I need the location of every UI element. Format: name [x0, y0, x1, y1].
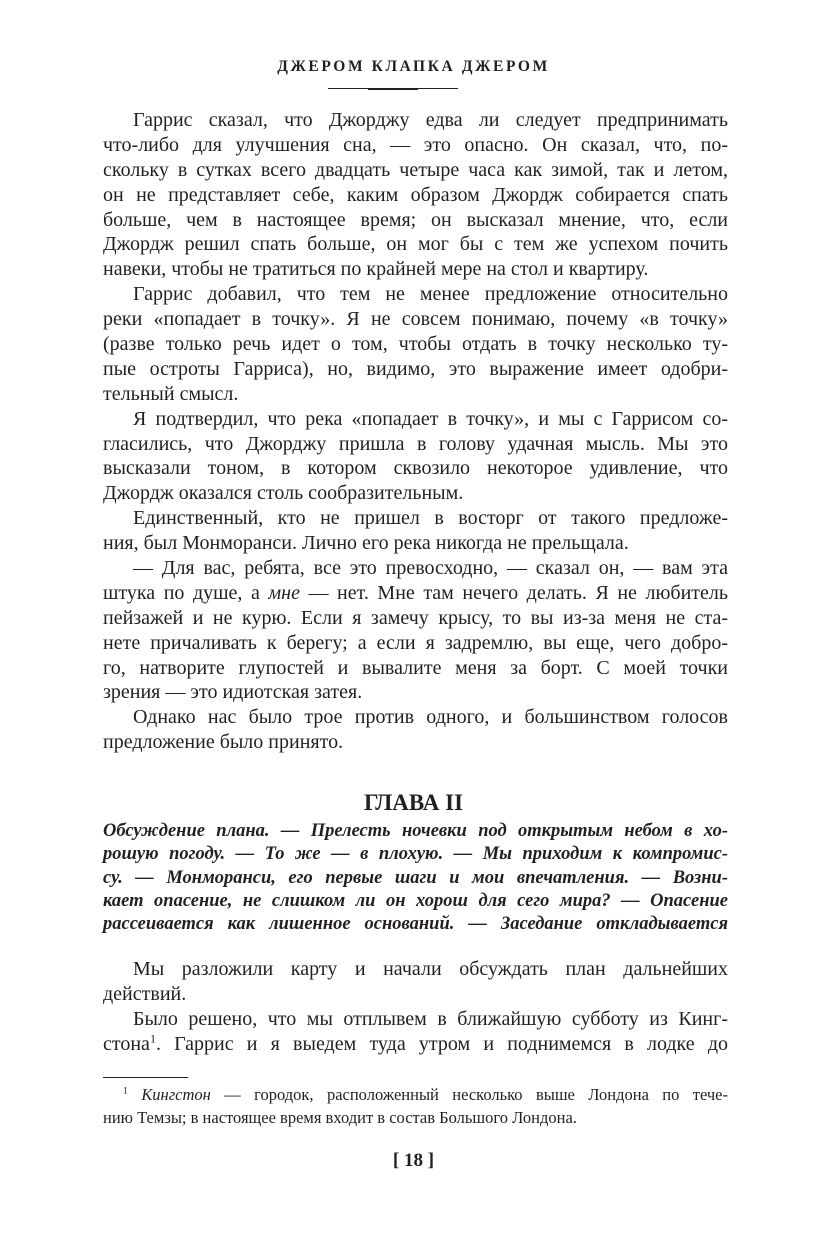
text-line: Однако нас было трое против одного, и большинством голосов — [133, 706, 728, 729]
text-line: Я подтвердил, что река «попадает в точку», и мы с Гаррисом со- — [133, 407, 728, 430]
text-line: навеки, чтобы не тратиться по крайней мере на стол и квартиру. — [103, 258, 649, 281]
text-line: Джордж оказался столь сообразительным. — [103, 482, 464, 505]
footnote-rule — [103, 1077, 188, 1078]
footnote-marker: 1 — [123, 1085, 128, 1097]
text-line — [103, 1083, 728, 1106]
text-line: Гаррис добавил, что тем не менее предложение относительно — [133, 283, 728, 306]
text-line: пейзажей и не курю. Если я замечу крысу, то вы из-за меня не ста- — [103, 606, 728, 629]
body-text-top — [103, 108, 728, 755]
chapter-synopsis — [103, 820, 728, 936]
running-header: ДЖЕРОМ КЛАПКА ДЖЕРОМ — [277, 58, 550, 75]
text-segment: — городок, расположенный несколько выше Лондона по тече- — [210, 1085, 729, 1104]
text-line: реки «попадает в точку». Я не совсем понимаю, почему «в точку» — [103, 308, 728, 331]
italic-text: Кингстон — [141, 1085, 211, 1104]
text-line — [103, 1032, 728, 1057]
text-line: гласились, что Джорджу пришла в голову удачная мысль. Мы это — [103, 432, 728, 455]
text-line: Обсуждение плана. — Прелесть ночевки под открытым небом в хо- — [103, 821, 728, 841]
text-line: больше, чем в настоящее время; он высказал мнение, что, если — [103, 208, 728, 231]
text-segment: — нет. Мне там нечего делать. Я не любитель — [299, 581, 728, 604]
text-line: су. — Монморанси, его первые шаги и мои впечатления. — Возни- — [103, 867, 728, 888]
body-text-bottom — [103, 957, 728, 1057]
text-line: тельный смысл. — [103, 382, 239, 405]
text-segment: стона — [103, 1032, 150, 1055]
text-line: нете причаливать к берегу; а если я задремлю, вы еще, чего добро- — [103, 631, 728, 654]
footnote — [103, 1083, 728, 1129]
text-line: высказали тоном, в котором сквозило некоторое удивление, что — [103, 457, 728, 480]
page-number: [ 18 ] — [392, 1150, 435, 1171]
text-segment: . Гаррис и я выедем туда утром и поднимемся в лодке до — [155, 1032, 728, 1055]
text-line: скольку в сутках всего двадцать четыре часа как зимой, так и летом, — [103, 158, 728, 181]
text-line: — Для вас, ребята, все это превосходно, — сказал он, — вам эта — [133, 557, 728, 580]
text-line: пые остроты Гарриса), но, видимо, это выражение имеет одобри- — [103, 357, 728, 380]
text-segment — [128, 1085, 141, 1104]
text-segment: штука по душе, а — [103, 581, 269, 604]
header-rule — [328, 88, 458, 89]
text-line: кает опасение, не слишком ли он хорош для сего мира? — Опасение — [103, 890, 728, 911]
text-line: Гаррис сказал, что Джорджу едва ли следует предпринимать — [133, 109, 728, 131]
footnote-marker: 1 — [149, 1031, 156, 1046]
text-line: Джордж решил спать больше, он мог бы с тем же успехом почить — [103, 233, 728, 256]
text-line: Было решено, что мы отплывем в ближайшую субботу из Кинг- — [133, 1007, 728, 1030]
text-line: нию Темзы; в настоящее время входит в состав Большого Лондона. — [103, 1108, 577, 1127]
text-line: что-либо для улучшения сна, — это опасно. Он сказал, что, по- — [103, 133, 728, 156]
text-line: зрения — это идиотская затея. — [103, 681, 363, 704]
text-line: действий. — [103, 982, 187, 1005]
italic-text: мне — [268, 581, 300, 604]
text-line: Единственный, кто не пришел в восторг от такого предложе- — [133, 507, 728, 530]
text-line: он не представляет себе, каким образом Джордж собирается спать — [103, 183, 728, 206]
chapter-title: ГЛАВА II — [363, 790, 464, 815]
text-line: го, натворите глупостей и вывалите меня за борт. С моей точки — [103, 656, 728, 679]
text-line: рошую погоду. — То же — в плохую. — Мы приходим к компромис- — [103, 844, 728, 865]
text-line: предложение было принято. — [103, 731, 344, 754]
text-line: (разве только речь идет о том, чтобы отдать в точку несколько ту- — [103, 333, 728, 356]
text-line: ния, был Монморанси. Лично его река никогда не прельщала. — [103, 532, 629, 555]
text-line: Мы разложили карту и начали обсуждать план дальнейших — [133, 958, 728, 980]
text-line — [103, 581, 728, 606]
text-line: рассеивается как лишенное оснований. — Заседание откладывается — [103, 914, 728, 935]
